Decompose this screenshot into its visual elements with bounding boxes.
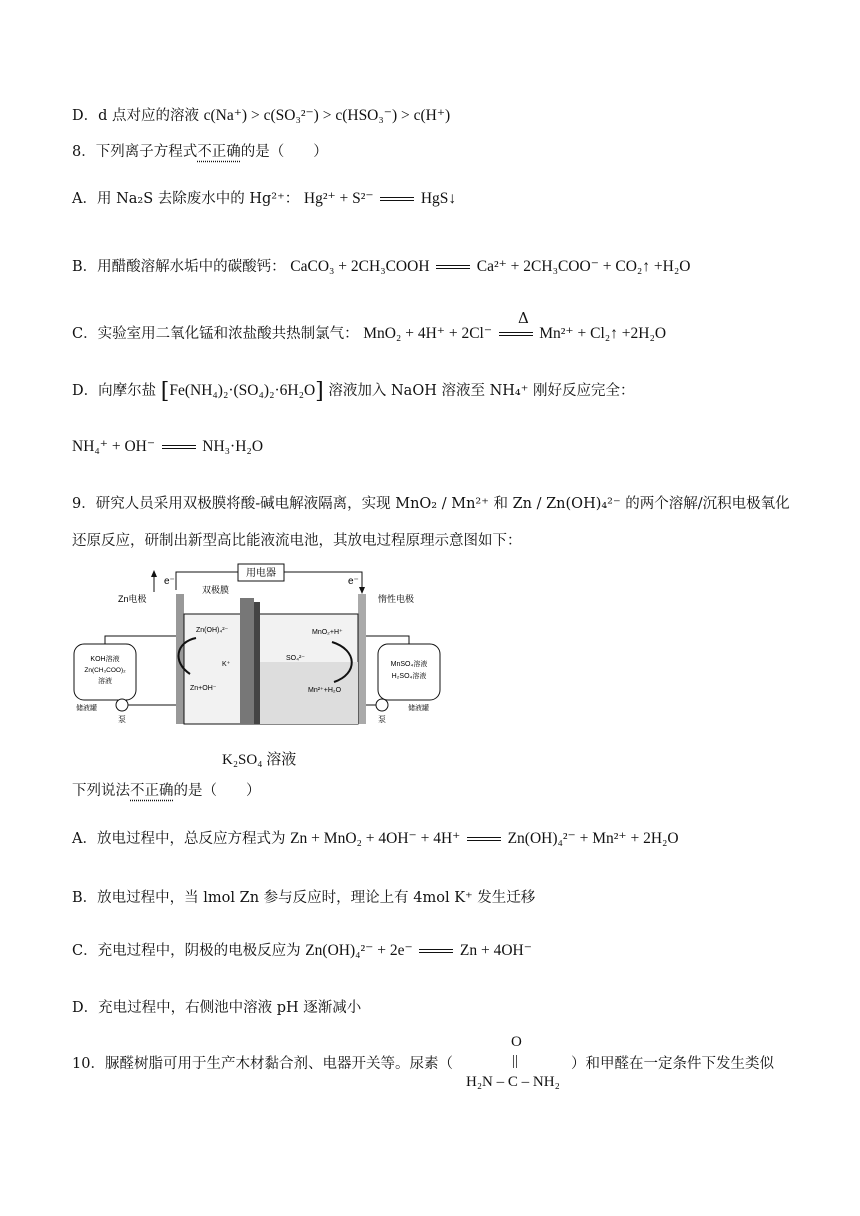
inert-electrode-label: 惰性电极 [378,594,415,604]
q9-ask-a: 下列说法 [72,783,130,799]
device-label: 用电器 [246,568,276,579]
q10-stem-b: ）和甲醛在一定条件下发生类似 [570,1056,774,1072]
q10-stem [72,1054,774,1074]
q9-option-a-label: A．放电过程中，总反应方程式为 [72,831,286,847]
mn-h2o-label: Mn²⁺+H₂O [308,687,342,694]
figure-caption: K₂SO₄ 溶液 [222,752,297,768]
pump-right-icon [376,699,388,711]
q9-option-a-eq-right: Zn(OH)₄²⁻ + Mn²⁺ + 2H₂O [507,830,679,847]
q9-option-c [72,941,532,961]
membrane-label: 双极膜 [202,585,230,595]
urea-oxygen: O [511,1034,522,1050]
inert-electrode [358,594,366,724]
battery-diagram [72,562,444,740]
electron-label-left: e⁻ [164,576,175,587]
q9-option-c-label: C．充电过程中，阴极的电极反应为 [72,943,301,959]
equals-sign-icon [467,837,501,841]
q9-ask-emphasis: 不正确 [130,783,174,799]
equals-sign-icon [162,445,196,449]
q8-option-d-eq-left: NH₄⁺ + OH⁻ [72,438,156,455]
q9-option-d: D．充电过程中，右侧池中溶液 pH 逐渐减小 [72,1000,362,1016]
bipolar-membrane-right [254,602,260,724]
q8-option-a-eq-left: Hg²⁺ + S²⁻ [303,190,374,207]
left-tank-text-3: 溶液 [98,678,112,685]
q9-option-a [72,829,679,849]
electron-label-right: e⁻ [348,576,359,587]
zn-electrode-label: Zn电极 [118,594,147,604]
q7-option-d-label: D．d 点对应的溶液 [72,108,200,124]
bipolar-membrane-left [240,598,254,724]
q8-option-b-eq-right: Ca²⁺ + 2CH₃COO⁻ + CO₂↑ +H₂O [476,258,691,275]
urea-double-bond: || [512,1053,519,1069]
q9-ask-b: 的是（ ） [173,783,261,799]
equals-sign-icon [499,332,533,336]
q9-stem-line-2: 还原反应，研制出新型高比能液流电池，其放电过程原理示意图如下： [72,533,522,549]
q8-option-d [72,381,634,402]
q8-option-c-label: C．实验室用二氧化锰和浓盐酸共热制氯气： [72,326,359,342]
equals-sign-icon [419,949,453,953]
q9-ask [72,781,261,801]
zincate-label: Zn(OH)₄²⁻ [196,627,229,634]
arrowhead-icon [151,570,157,577]
sulfate-label: SO₄²⁻ [286,655,305,662]
q8-option-a-eq-right: HgS↓ [420,190,457,207]
q9-option-b: B．放电过程中，当 lmol Zn 参与反应时，理论上有 4mol K⁺ 发生迁移 [72,890,536,906]
q8-option-d-eq-right: NH₃·H₂O [202,438,264,455]
left-tank-text-2: Zn(CH₃COO)₂ [84,667,126,674]
q8-option-d-suffix: 溶液加入 NaOH 溶液至 NH₄⁺ 刚好反应完全： [328,383,635,399]
left-bracket-icon: [ [160,379,170,404]
q8-option-d-equation [72,437,263,457]
right-store-label: 储液罐 [408,705,429,712]
equals-sign-icon [436,265,470,269]
pipe-right-top [366,636,409,644]
q8-option-a [72,189,456,209]
q9-option-c-eq-left: Zn(OH)₄²⁻ + 2e⁻ [305,942,413,959]
q8-option-d-label: D．向摩尔盐 [72,383,157,399]
q8-stem-a: 8．下列离子方程式 [72,144,198,160]
q8-option-c [72,324,666,344]
pump-right-label: 泵 [378,715,386,724]
pump-left-label: 泵 [118,715,126,724]
q8-option-c-eq-left: MnO₂ + 4H⁺ + 2Cl⁻ [363,325,493,342]
q8-stem-emphasis: 不正确 [197,144,241,160]
q9-option-a-eq-left: Zn + MnO₂ + 4OH⁻ + 4H⁺ [290,830,461,847]
right-bracket-icon: ] [315,379,324,404]
potassium-ion-label: K⁺ [222,661,231,668]
q8-stem [72,142,328,162]
q7-option-d-formula: c(Na⁺) > c(SO₃²⁻) > c(HSO₃⁻) > c(H⁺) [203,107,451,124]
right-tank [378,644,440,700]
mno2-label: MnO₂+H⁺ [312,629,343,636]
q8-option-a-label: A．用 Na₂S 去除废水中的 Hg²⁺： [72,191,300,207]
q10-stem-a: 10．脲醛树脂可用于生产木材黏合剂、电器开关等。尿素（ [72,1056,453,1072]
q8-option-b-label: B．用醋酸溶解水垢中的碳酸钙： [72,259,286,275]
q8-option-b-eq-left: CaCO₃ + 2CH₃COOH [290,258,430,275]
q8-option-c-eq-right: Mn²⁺ + Cl₂↑ +2H₂O [539,325,667,342]
right-tank-text-2: H₂SO₄溶液 [391,673,427,680]
zn-oh-label: Zn+OH⁻ [190,685,217,692]
right-tank-text-1: MnSO₄溶液 [390,661,428,668]
q8-option-c-delta: Δ [518,309,529,327]
equals-sign-icon [380,197,414,201]
left-store-label: 储液罐 [76,705,97,712]
q9-option-c-eq-right: Zn + 4OH⁻ [459,942,532,959]
q8-stem-b: 的是（ ） [240,144,328,160]
q8-option-d-salt: Fe(NH₄)₂·(SO₄)₂·6H₂O [169,382,316,399]
pipe-left-top [105,636,176,644]
q9-stem-line-1: 9．研究人员采用双极膜将酸-碱电解液隔离，实现 MnO₂ / Mn²⁺ 和 Zn / Zn(OH)₄²⁻ 的两个溶解/沉积电极氧化 [72,496,790,512]
q7-option-d [72,106,450,126]
arrowhead-icon [359,587,365,594]
left-tank-text-1: KOH溶液 [90,656,120,663]
pump-left-icon [116,699,128,711]
urea-structure: H₂N – C – NH₂ [466,1074,560,1090]
q8-option-b [72,257,690,277]
zn-electrode [176,594,184,724]
